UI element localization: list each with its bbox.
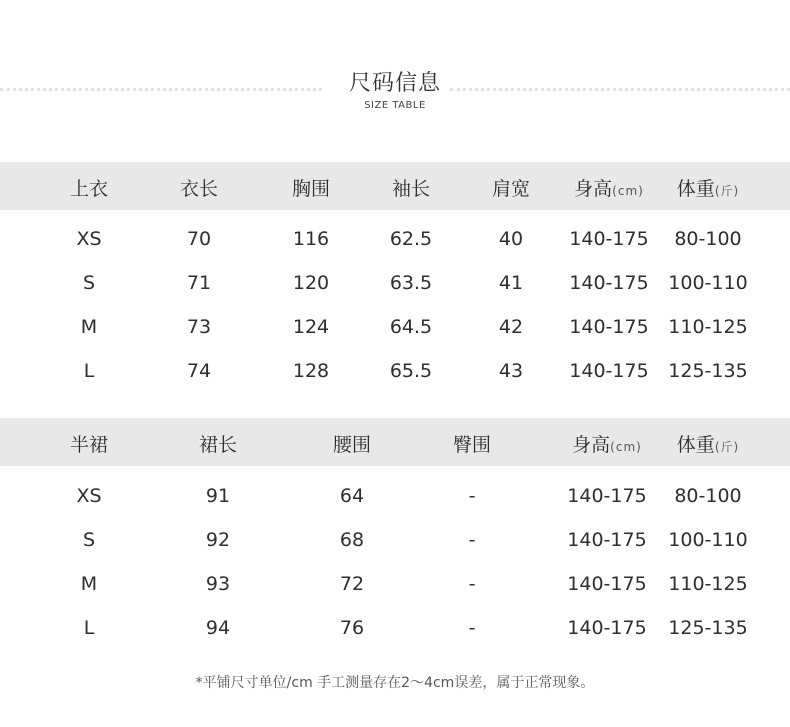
table-cell: 120: [292, 272, 330, 294]
table-cell: 140-175: [567, 617, 647, 639]
table-cell: 125-135: [668, 617, 748, 639]
table-cell: 140-175: [569, 360, 649, 382]
table-cell: S: [82, 272, 96, 294]
table-cell: 128: [292, 360, 330, 382]
page-subtitle: SIZE TABLE: [364, 100, 426, 111]
skirts-col-header: [412, 430, 532, 457]
table-cell: 68: [339, 529, 365, 551]
table-cell: -: [468, 573, 476, 595]
table-cell: 70: [186, 228, 212, 250]
table-cell: 71: [186, 272, 212, 294]
table-cell: 72: [339, 573, 365, 595]
table-cell: 140-175: [569, 272, 649, 294]
skirts-col-header: [292, 430, 412, 457]
table-cell: 62.5: [389, 228, 433, 250]
table-cell: 140-175: [567, 485, 647, 507]
col-header-label: 体重: [676, 178, 715, 200]
table-cell: 74: [186, 360, 212, 382]
col-header-label: 裙长: [198, 434, 237, 456]
table-cell: 41: [498, 272, 524, 294]
table-cell: M: [80, 573, 98, 595]
tops-col-header: [29, 174, 149, 201]
table-cell: XS: [76, 228, 102, 250]
table-cell: 76: [339, 617, 365, 639]
table-cell: L: [83, 617, 95, 639]
section-header: [0, 66, 790, 116]
col-header-label: 半裙: [69, 434, 108, 456]
tops-col-header: [648, 174, 768, 201]
table-cell: -: [468, 617, 476, 639]
table-cell: -: [468, 485, 476, 507]
table-cell: 140-175: [567, 573, 647, 595]
table-cell: 42: [498, 316, 524, 338]
col-header-unit: (cm): [610, 440, 642, 454]
col-header-unit: (斤): [714, 440, 740, 454]
table-cell: 125-135: [668, 360, 748, 382]
table-cell: 63.5: [389, 272, 433, 294]
table-cell: 124: [292, 316, 330, 338]
table-cell: 110-125: [668, 573, 748, 595]
col-header-label: 袖长: [391, 178, 430, 200]
col-header-label: 身高: [572, 434, 611, 456]
col-header-label: 体重: [676, 434, 715, 456]
col-header-label: 身高: [574, 178, 613, 200]
skirts-col-header: [29, 430, 149, 457]
table-cell: L: [83, 360, 95, 382]
col-header-label: 上衣: [69, 178, 108, 200]
table-cell: 140-175: [569, 316, 649, 338]
table-cell: 64: [339, 485, 365, 507]
col-header-label: 胸围: [291, 178, 330, 200]
table-cell: M: [80, 316, 98, 338]
table-cell: XS: [76, 485, 102, 507]
table-cell: 140-175: [569, 228, 649, 250]
table-cell: 116: [292, 228, 330, 250]
table-cell: 100-110: [668, 529, 748, 551]
col-header-unit: (cm): [612, 184, 644, 198]
skirts-col-header: [648, 430, 768, 457]
measurement-note: *平铺尺寸单位/cm 手工测量存在2～4cm误差，属于正常现象。: [195, 675, 595, 691]
col-header-label: 腰围: [332, 434, 371, 456]
table-cell: 93: [205, 573, 231, 595]
table-cell: 92: [205, 529, 231, 551]
table-cell: 65.5: [389, 360, 433, 382]
col-header-label: 臀围: [452, 434, 491, 456]
table-cell: -: [468, 529, 476, 551]
table-cell: S: [82, 529, 96, 551]
col-header-label: 肩宽: [491, 178, 530, 200]
table-cell: 40: [498, 228, 524, 250]
table-cell: 80-100: [674, 485, 742, 507]
table-cell: 43: [498, 360, 524, 382]
table-cell: 64.5: [389, 316, 433, 338]
table-cell: 73: [186, 316, 212, 338]
skirts-col-header: [158, 430, 278, 457]
tops-col-header: [139, 174, 259, 201]
table-cell: 80-100: [674, 228, 742, 250]
col-header-label: 衣长: [179, 178, 218, 200]
table-cell: 94: [205, 617, 231, 639]
table-cell: 100-110: [668, 272, 748, 294]
col-header-unit: (斤): [714, 184, 740, 198]
table-cell: 91: [205, 485, 231, 507]
page-title: 尺码信息: [348, 71, 441, 96]
table-cell: 140-175: [567, 529, 647, 551]
table-cell: 110-125: [668, 316, 748, 338]
